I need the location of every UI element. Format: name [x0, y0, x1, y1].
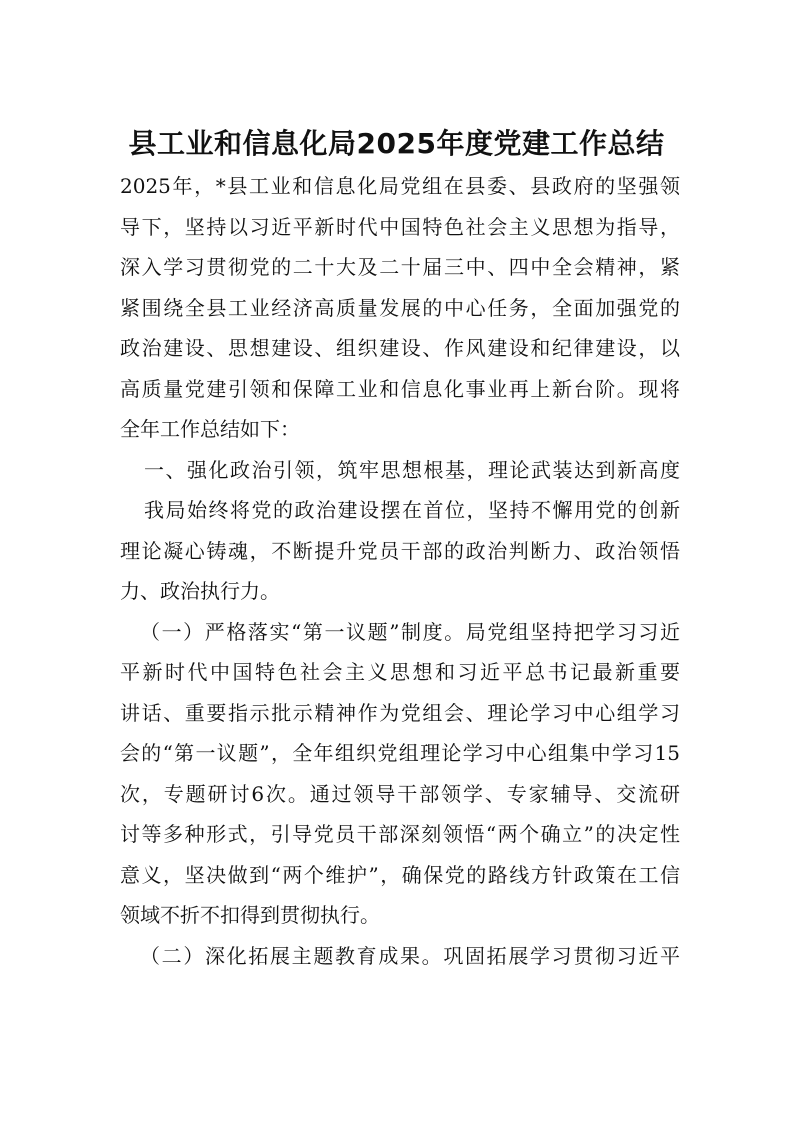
paragraph-line: 2025年，*县工业和信息化局党组在县委、县政府的坚强领 — [120, 174, 680, 198]
paragraph-line: 平新时代中国特色社会主义思想和习近平总书记最新重要 — [120, 660, 680, 684]
paragraph-line: 讲话、重要指示批示精神作为党组会、理论学习中心组学习 — [120, 700, 680, 725]
subsection-line: （一）严格落实“第一议题”制度。局党组坚持把学习习近 — [140, 619, 680, 644]
paragraph-line: 讨等多种形式，引导党员干部深刻领悟“两个确立”的决定性 — [120, 822, 680, 846]
paragraph-line: 理论凝心铸魂，不断提升党员干部的政治判断力、政治领悟 — [120, 538, 680, 563]
paragraph-line: 会的“第一议题”，全年组织党组理论学习中心组集中学习15 — [120, 741, 680, 765]
paragraph-line: 高质量党建引领和保障工业和信息化事业再上新台阶。现将 — [120, 376, 680, 401]
paragraph-line: 意义，坚决做到“两个维护”，确保党的路线方针政策在工信 — [120, 862, 680, 887]
paragraph-line: 紧围绕全县工业经济高质量发展的中心任务，全面加强党的 — [120, 295, 680, 320]
paragraph-line: 深入学习贯彻党的二十大及二十届三中、四中全会精神，紧 — [120, 255, 680, 279]
subsection-line: （二）深化拓展主题教育成果。巩固拓展学习贯彻习近平 — [140, 943, 680, 968]
paragraph-line: 全年工作总结如下： — [120, 417, 300, 441]
document-body — [120, 166, 680, 976]
paragraph-line: 领域不折不扣得到贯彻执行。 — [120, 903, 380, 927]
paragraph-line: 力、政治执行力。 — [120, 579, 280, 603]
paragraph-line: 政治建设、思想建设、组织建设、作风建设和纪律建设，以 — [120, 336, 680, 360]
section-heading: 一、强化政治引领，筑牢思想根基，理论武装达到新高度 — [144, 457, 680, 482]
paragraph-line: 我局始终将党的政治建设摆在首位，坚持不懈用党的创新 — [144, 498, 680, 522]
paragraph-line: 次，专题研讨6次。通过领导干部领学、专家辅导、交流研 — [120, 781, 680, 806]
document-title: 县工业和信息化局2025年度党建工作总结 — [128, 127, 665, 160]
paragraph-line: 导下，坚持以习近平新时代中国特色社会主义思想为指导， — [120, 214, 680, 239]
